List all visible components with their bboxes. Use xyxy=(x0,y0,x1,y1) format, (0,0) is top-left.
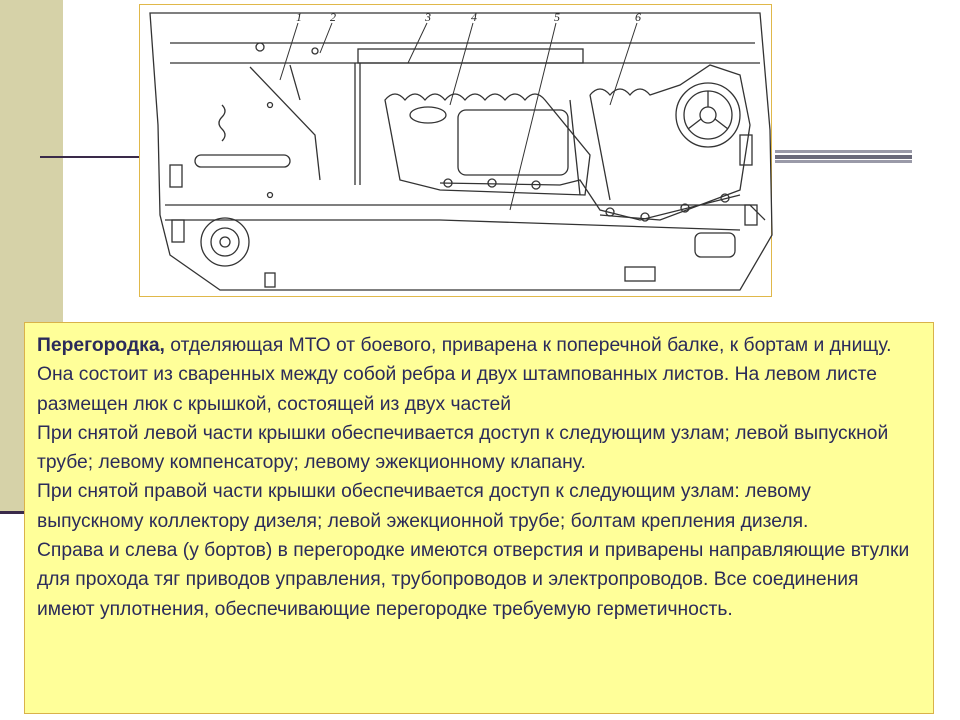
lower-beam xyxy=(165,205,765,230)
callout-5: 5 xyxy=(554,10,560,24)
bottom-right-fitting xyxy=(625,267,655,281)
left-round-cover-inner xyxy=(211,228,239,256)
wavy-mark xyxy=(219,105,225,141)
term-partition: Перегородка, xyxy=(37,335,165,356)
decor-rule-left xyxy=(40,156,140,158)
steering-wheel-hub xyxy=(700,107,716,123)
left-sheet-edge xyxy=(355,63,360,185)
callout-6: 6 xyxy=(635,10,641,24)
callout-1: 1 xyxy=(296,10,302,24)
paragraph-intro xyxy=(37,331,921,419)
bolt xyxy=(268,103,273,108)
bolt xyxy=(268,193,273,198)
decor-rule-right xyxy=(775,150,912,163)
pipe-run xyxy=(440,180,740,220)
hatch-oval xyxy=(410,107,446,123)
description-text-box xyxy=(24,322,934,714)
callout-2: 2 xyxy=(330,10,336,24)
left-bracket-line xyxy=(250,65,320,180)
technical-drawing xyxy=(139,4,772,297)
bolt xyxy=(312,48,318,54)
callout-3: 3 xyxy=(425,10,431,24)
left-clamp xyxy=(170,165,182,187)
bottom-clamp xyxy=(265,273,275,287)
paragraph-sealing: Справа и слева (у бортов) в перегородке имеются отверстия и приварены направляющие втулки для прохода тяг приводов управления, трубопроводов и электропроводов. Все соединения имеют уплотнения, обеспечивающие перегородке требуемую герметичность. xyxy=(37,540,910,620)
partition-drawing-svg xyxy=(140,5,773,298)
partition-outline xyxy=(150,13,772,290)
left-clamp-low xyxy=(172,220,184,242)
lower-right-hatch xyxy=(695,233,735,257)
bolt xyxy=(256,43,264,51)
left-slot xyxy=(195,155,290,167)
hatch-bracket xyxy=(570,95,610,200)
hatch-opening xyxy=(458,110,568,175)
paragraph-intro-text: отделяющая МТО от боевого, приварена к поперечной балке, к бортам и днищу. Она состоит из сваренных между собой ребра и двух штампованных листов. На левом листе размещен люк с крышкой, состоящей из двух частей xyxy=(37,335,892,415)
paragraph-right-cover: При снятой правой части крышки обеспечивается доступ к следующим узлам: левому выпускному коллектору дизеля; левой эжекционной трубе; болтам крепления дизеля. xyxy=(37,481,811,532)
right-clamp-low xyxy=(745,205,757,225)
callout-4: 4 xyxy=(471,10,477,24)
left-round-cover xyxy=(201,218,249,266)
paragraph-left-cover: При снятой левой части крышки обеспечивается доступ к следующим узлам; левой выпускной трубе; левому компенсатору; левому эжекционному клапану. xyxy=(37,422,889,474)
